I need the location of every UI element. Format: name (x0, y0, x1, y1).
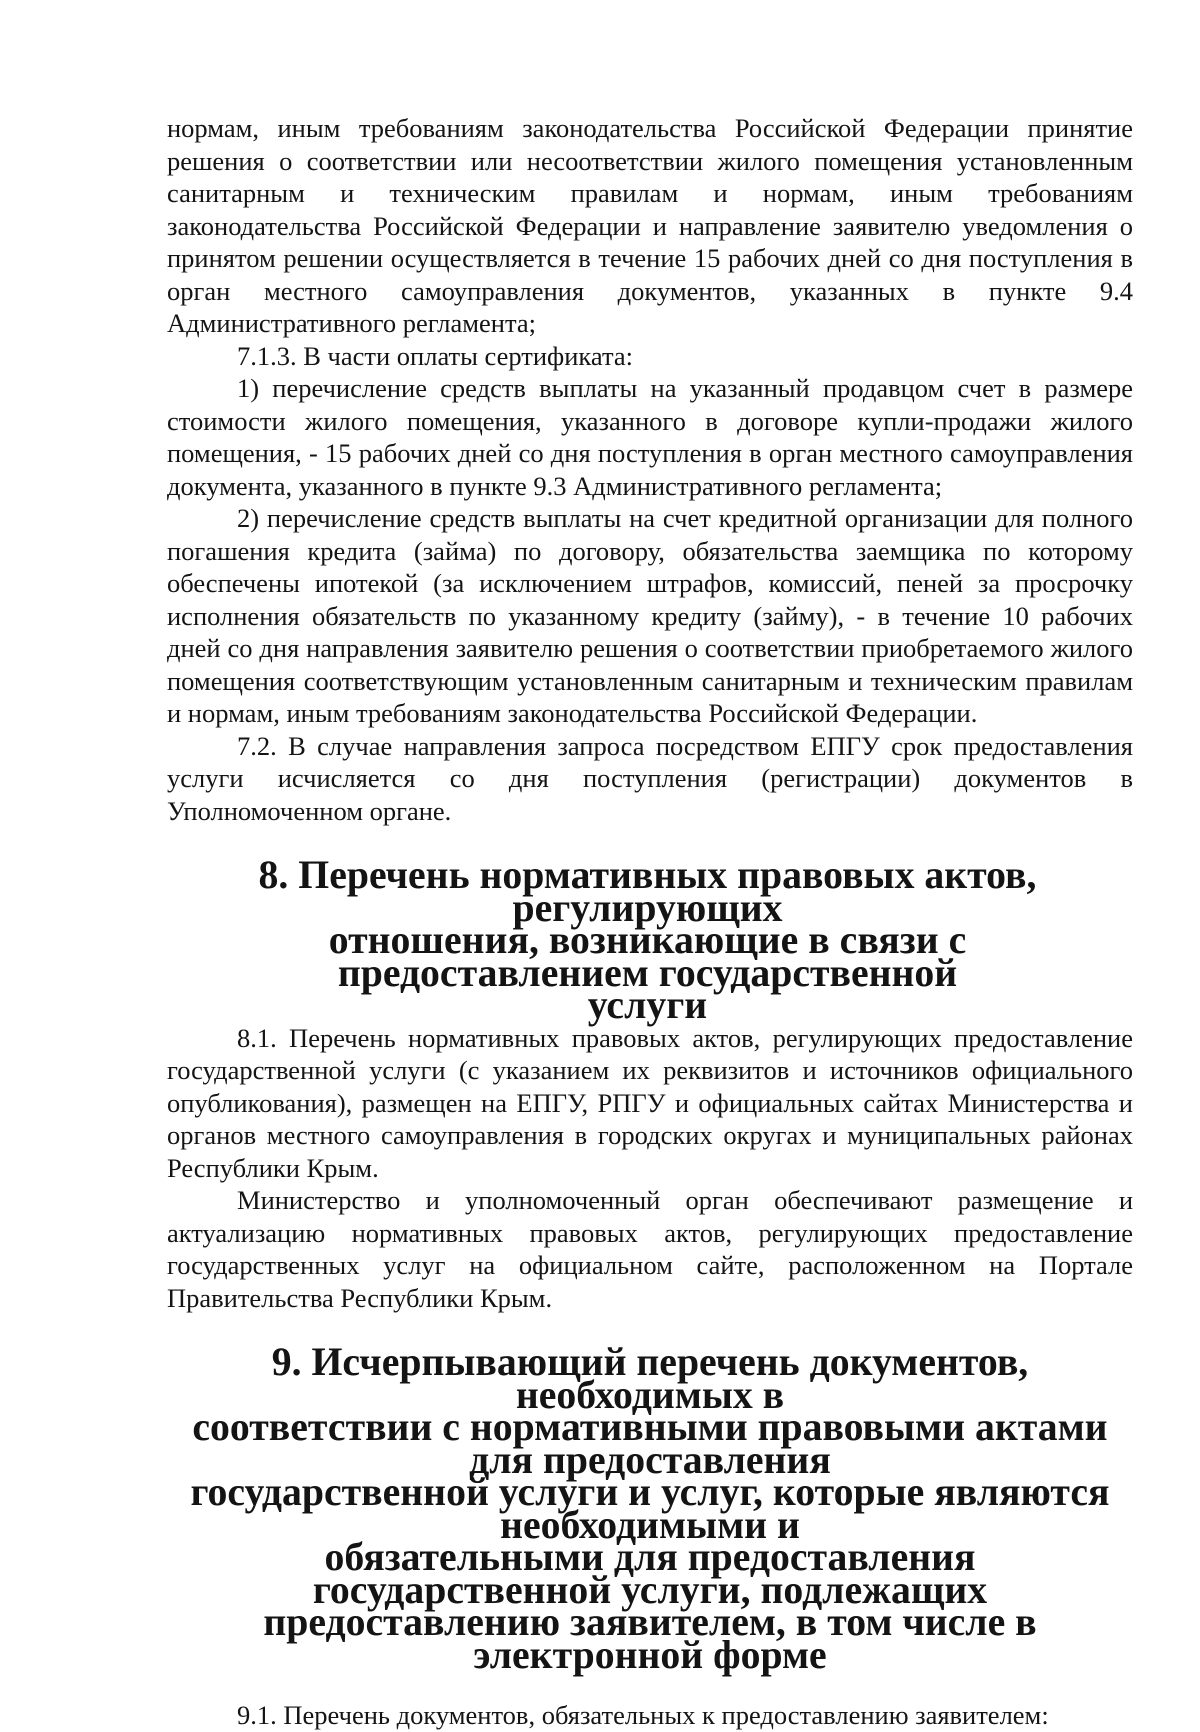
section-9-heading-line: предоставлению заявителем, в том числе в электронной форме (263, 1600, 1037, 1677)
paragraph-7-1-3-item-2: 2) перечисление средств выплаты на счет кредитной организации для полного погашения кредита (займа) по договору, обязательства заемщика по которому обеспечены ипотекой (за исключением штрафов, комиссий, пеней за просрочку исполнения обязательств по указанному кредиту (займу), - в течение 10 рабочих дней со дня направления заявителю решения о соответствии приобретаемого жилого помещения соответствующим установленным санитарным и техническим правилам и нормам, иным требованиям законодательства Российской Федерации. (167, 503, 1133, 728)
section-9-heading-line: государственной услуги и услуг, которые являются необходимыми и (190, 1470, 1110, 1547)
section-9-heading-line: соответствии с нормативными правовыми актами для предоставления (192, 1405, 1108, 1482)
paragraph-7-1-3: 7.1.3. В части оплаты сертификата: (237, 340, 633, 371)
paragraph-7-2: 7.2. В случае направления запроса посредством ЕПГУ срок предоставления услуги исчисляется со дня поступления (регистрации) документов в Уполномоченном органе. (167, 730, 1133, 826)
section-8-heading-line: отношения, возникающие в связи с предоставлением государственной (328, 918, 967, 995)
section-9-heading-line: обязательными для предоставления государственной услуги, подлежащих (312, 1535, 988, 1612)
section-8-heading-line: 8. Перечень нормативных правовых актов, регулирующих (258, 853, 1037, 930)
section-9-heading-line: 9. Исчерпывающий перечень документов, необходимых в (271, 1340, 1029, 1417)
document-page (167, 112, 1133, 1732)
paragraph-7-1-3-item-1: 1) перечисление средств выплаты на указанный продавцом счет в размере стоимости жилого помещения, указанного в договоре купли-продажи жилого помещения, - 15 рабочих дней со дня поступления в орган местного самоуправления документа, указанного в пункте 9.3 Административного регламента; (167, 373, 1133, 501)
section-8-heading-line: услуги (587, 983, 708, 1027)
paragraph-8-1: 8.1. Перечень нормативных правовых актов, регулирующих предоставление государственной услуги (с указанием их реквизитов и источников официального опубликования), размещен на ЕПГУ, РПГУ и официальных сайтах Министерства и органов местного самоуправления в городских округах и муниципальных районах Республики Крым. (167, 1022, 1133, 1183)
paragraph-8-ministry: Министерство и уполномоченный орган обеспечивают размещение и актуализацию нормативных правовых актов, регулирующих предоставление государственных услуг на официальном сайте, расположенном на Портале Правительства Республики Крым. (167, 1185, 1133, 1313)
paragraph-7-1-2-continuation: нормам, иным требованиям законодательства Российской Федерации принятие решения о соответствии или несоответствии жилого помещения установленным санитарным и техническим правилам и нормам, иным требованиям законодательства Российской Федерации и направление заявителю уведомления о принятом решении осуществляется в течение 15 рабочих дней со дня поступления в орган местного самоуправления документов, указанных в пункте 9.4 Административного регламента; (167, 113, 1133, 338)
section-8-heading (167, 853, 1133, 1027)
section-9-heading (167, 1340, 1133, 1677)
paragraph-9-1: 9.1. Перечень документов, обязательных к предоставлению заявителем: (237, 1700, 1049, 1730)
